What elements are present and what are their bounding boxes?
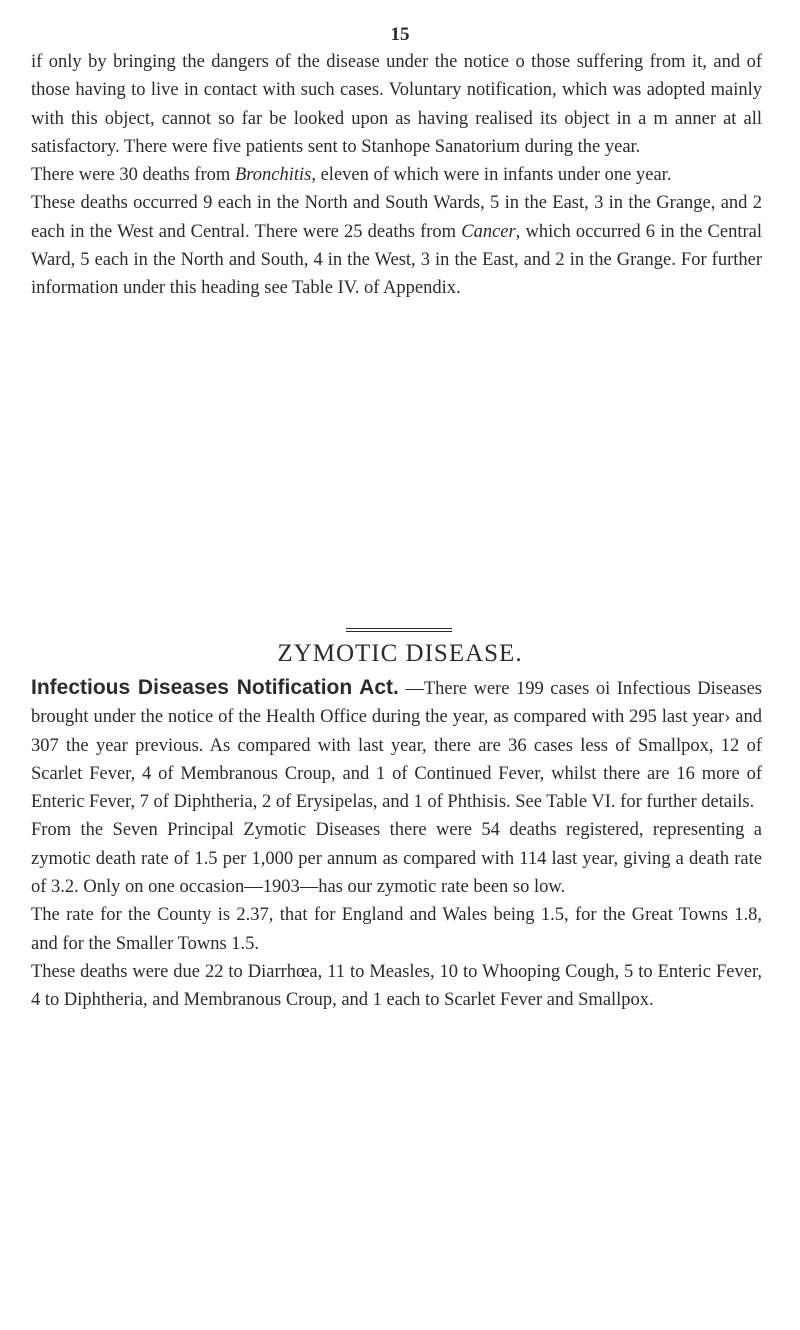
bronchitis-text-after: , eleven of which were in infants under one year. [311,165,672,186]
county-rate-paragraph: The rate for the County is 2.37, that for England and Wales being 1.5, for the Great Towns 1.8, and for the Smaller Towns 1.5. [31,905,762,954]
bronchitis-paragraph [31,161,762,189]
causes-paragraph: These deaths were due 22 to Diarrhœa, 11 to Measles, 10 to Whooping Cough, 5 to Enteric Fever, 4 to Diphtheria, and Membranous Croup, and 1 each to Scarlet Fever and Smallpox. [31,961,762,1011]
notification-heading: Infectious Diseases Notification Act. [31,676,399,699]
intro-paragraph: if only by bringing the dangers of the disease under the notice o those suffering from it, and of those having to live in contact with such cases. Voluntary notification, which was adopted mainly with this object, cannot so far be looked upon as having realised its object in a m anner at all satisfactory. There were five patients sent to Stanhope Sanatorium during the year. [31,52,762,157]
notification-paragraph [31,674,762,816]
lower-text-block [31,674,762,1015]
wards-paragraph [31,189,762,302]
wards-text-after: , which occurred 6 in the Central Ward, 5 each in the North and South, 4 in the West, 3 in the East, and 2 in the Grange. For further information under this heading see Table IV. of Appendix. [31,221,763,299]
cancer-emphasis: Cancer [461,221,516,242]
section-title: ZYMOTIC DISEASE. [277,640,523,667]
upper-text-block [31,48,762,303]
seven-principal-paragraph: From the Seven Principal Zymotic Diseases there were 54 deaths registered, representing a zymotic death rate of 1.5 per 1,000 per annum as compared with 114 last year, giving a death rate of 3.2. Only on one occasion—1903—has our zymotic rate been so low. [31,820,762,898]
bronchitis-text-before: There were 30 deaths from [31,165,235,186]
page-number: 15 [390,24,410,45]
bronchitis-emphasis: Bronchitis [234,165,312,186]
notification-text: —There were 199 cases oi Infectious Diseases brought under the notice of the Health Office during the year, as compared with 295 last year› and 307 the year previous. As compared with last year, there are 36 cases less of Smallpox, 12 of Scarlet Fever, 4 of Membranous Croup, and 1 of Continued Fever, whilst there are 16 more of Enteric Fever, 7 of Diphtheria, 2 of Erysipelas, and 1 of Phthisis. See Table VI. for further details. [31,679,762,813]
wards-text-before: These deaths occurred 9 each in the North and South Wards, 5 in the East, 3 in the Grange, and 2 each in the West and Central. There were 25 deaths from [31,193,762,242]
section-divider [346,628,452,632]
